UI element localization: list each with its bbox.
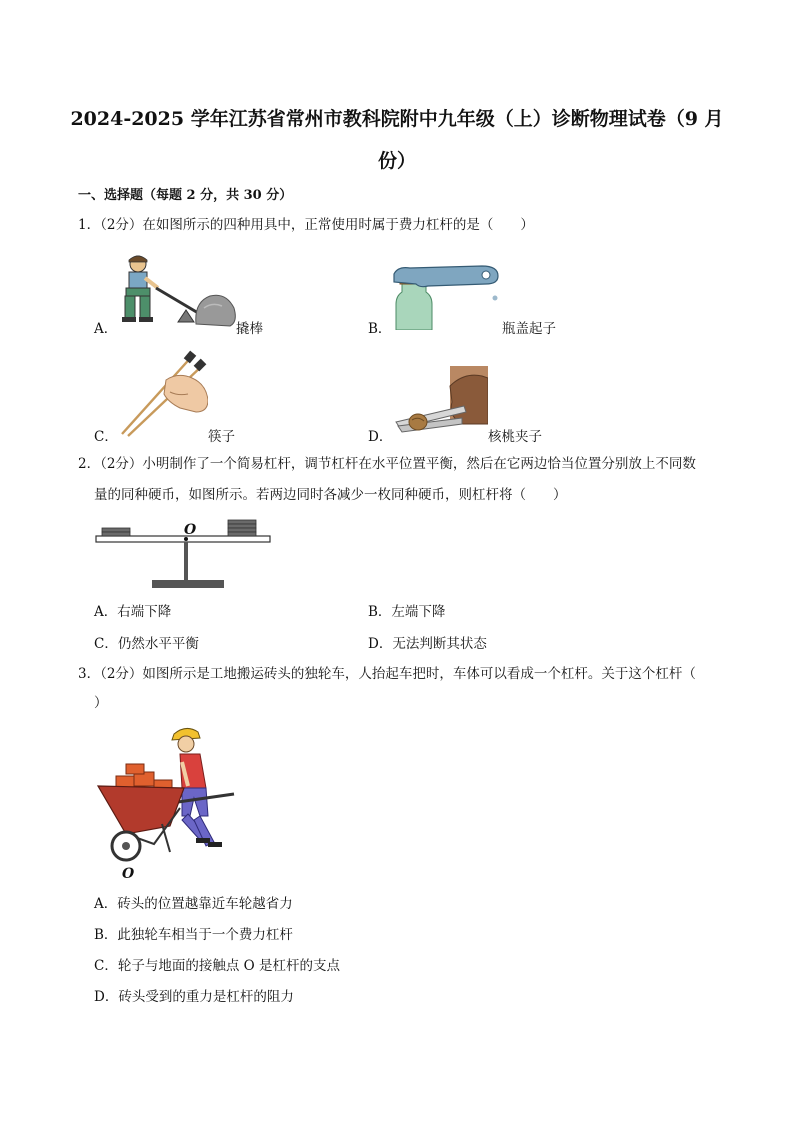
question-1-stem: 1．（2分）在如图所示的四种用具中，正常使用时属于费力杠杆的是（ ）	[78, 217, 534, 233]
chopsticks-figure	[116, 350, 208, 438]
q1-option-b-letter: B．	[368, 321, 392, 337]
nutcracker-figure	[392, 366, 488, 438]
q3-option-d: D．砖头受到的重力是杠杆的阻力	[94, 989, 294, 1005]
question-3-stem-line-1: 3．（2分）如图所示是工地搬运砖头的独轮车，人抬起车把时，车体可以看成一个杠杆。关于这个杠杆（	[78, 666, 696, 682]
question-2-stem-line-1: 2．（2分）小明制作了一个简易杠杆，调节杠杆在水平位置平衡，然后在它两边恰当位置分别放上不同数	[78, 456, 696, 472]
q1-option-c-letter: C．	[94, 429, 118, 445]
q1-option-a-letter: A．	[94, 321, 118, 337]
question-2-stem-line-2: 量的同种硬币，如图所示。若两边同时各减少一枚同种硬币，则杠杆将（ ）	[94, 487, 567, 503]
wheelbarrow-figure	[96, 724, 246, 882]
lever-fulcrum-label: O	[184, 522, 197, 538]
q2-option-d: D．无法判断其状态	[368, 636, 487, 652]
q2-option-a: A．右端下降	[94, 604, 172, 620]
title-line-1: 2024-2025 学年江苏省常州市教科院附中九年级（上）诊断物理试卷（9 月	[70, 108, 724, 130]
q1-option-d-caption: 核桃夹子	[488, 429, 542, 445]
question-3-stem-line-2: ）	[94, 695, 108, 711]
crowbar-figure	[112, 252, 238, 330]
q1-option-a-caption: 撬棒	[236, 321, 263, 337]
section-heading: 一、选择题（每题 2 分，共 30 分）	[78, 188, 293, 203]
title-line-2: 份）	[377, 150, 416, 172]
bottle-opener-figure	[390, 262, 502, 330]
q1-option-d-letter: D．	[368, 429, 393, 445]
q1-option-b-caption: 瓶盖起子	[502, 321, 556, 337]
q2-option-b: B．左端下降	[368, 604, 446, 620]
q3-option-b: B．此独轮车相当于一个费力杠杆	[94, 927, 293, 943]
page-title	[60, 98, 734, 182]
lever-coins-figure	[94, 512, 274, 592]
q3-option-c: C．轮子与地面的接触点 O 是杠杆的支点	[94, 958, 340, 974]
q1-option-c-caption: 筷子	[208, 429, 235, 445]
q2-option-c: C．仍然水平平衡	[94, 636, 199, 652]
wheelbarrow-fulcrum-label: O	[122, 866, 135, 882]
q3-option-a: A．砖头的位置越靠近车轮越省力	[94, 896, 293, 912]
